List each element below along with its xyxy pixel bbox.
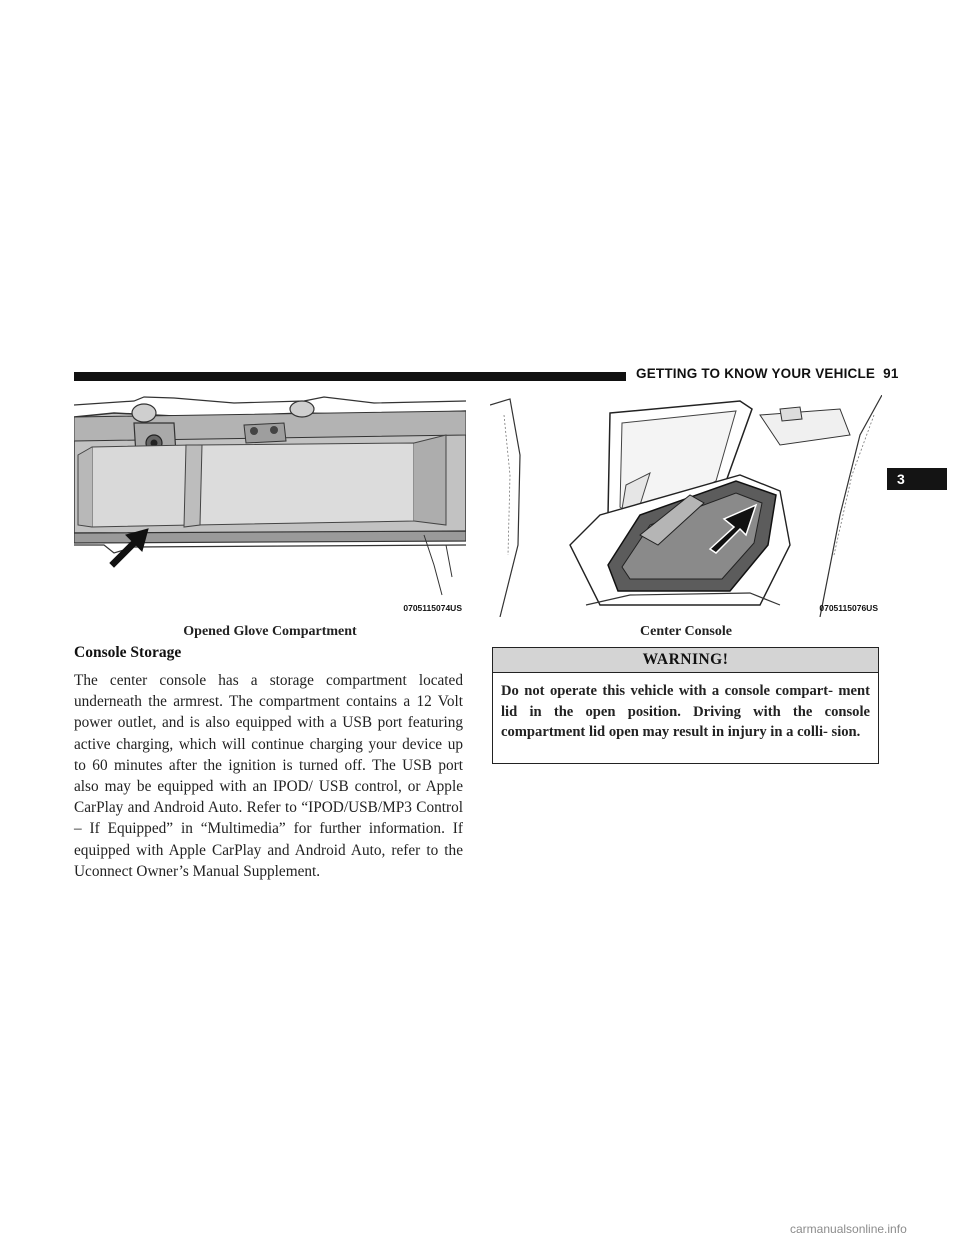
warning-title: WARNING! bbox=[493, 648, 878, 673]
figure-caption: Opened Glove Compartment bbox=[183, 624, 357, 639]
warning-text: Do not operate this vehicle with a console compart- ment lid in the open position. Driving with the console compartment lid open may result in injury in a colli- sion. bbox=[501, 683, 870, 740]
section-title: Console Storage bbox=[74, 644, 182, 661]
header-title: GETTING TO KNOW YOUR VEHICLE bbox=[636, 366, 876, 381]
glove-compartment-illustration bbox=[74, 395, 466, 617]
center-console-illustration bbox=[490, 395, 882, 617]
warning-box bbox=[492, 647, 879, 764]
header-rule bbox=[74, 372, 626, 381]
figure-code: 0705115076US bbox=[819, 603, 878, 613]
running-header bbox=[636, 366, 899, 381]
figure-code: 0705115074US bbox=[403, 603, 462, 613]
section-body: The center console has a storage compartment located underneath the armrest. The compartment contains a 12 Volt power outlet, and is also equipped with a USB port featuring active charging, which will continue charging your device up to 60 minutes after the ignition is turned off. The USB port also may be equipped with an IPOD/ USB control, or Apple CarPlay and Android Auto. Refer to “IPOD/USB/MP3 Control – If Equipped” in “Multimedia” for further information. If equipped with Apple CarPlay and Android Auto, refer to the Uconnect Owner’s Manual Supplement. bbox=[74, 672, 463, 880]
page-number: 91 bbox=[883, 366, 899, 381]
glove-compartment-figure bbox=[74, 395, 466, 617]
watermark: carmanualsonline.info bbox=[790, 1222, 907, 1236]
center-console-figure bbox=[490, 395, 882, 617]
figure-caption: Center Console bbox=[640, 624, 732, 639]
chapter-tab[interactable]: 3 bbox=[887, 468, 947, 490]
